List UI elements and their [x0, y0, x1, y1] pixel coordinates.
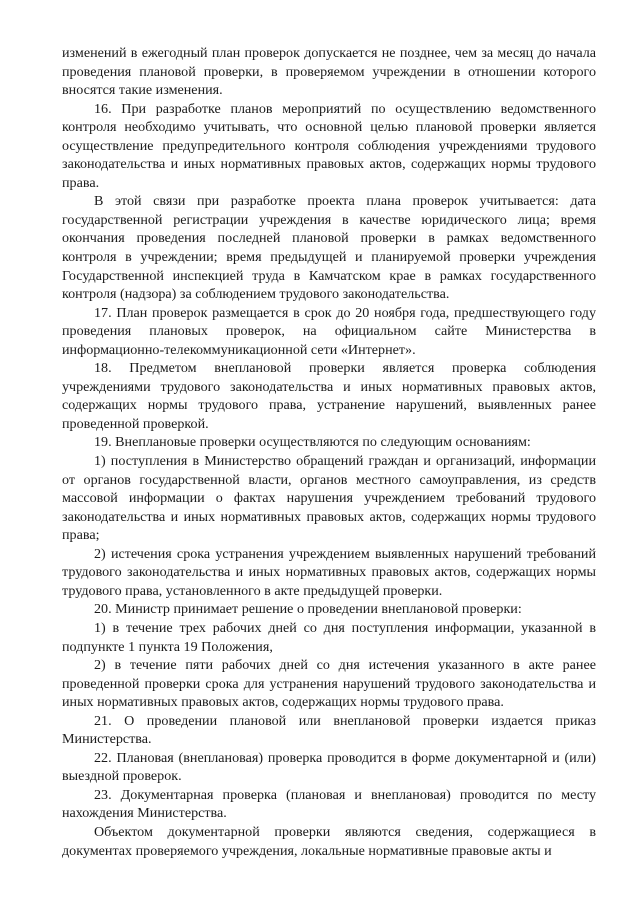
paragraph-23-object: Объектом документарной проверки являются сведения, содержащиеся в документах проверяемого учреждения, локальные нормативные правовые акты и [62, 823, 596, 859]
paragraph-18: 18. Предметом внеплановой проверки является проверка соблюдения учреждениями трудового законодательства и иных нормативных правовых актов, содержащих нормы трудового права, устранение нарушений, выявленных ранее проведенной проверкой. [62, 360, 596, 432]
paragraph-20-item-1: 1) в течение трех рабочих дней со дня поступления информации, указанной в подпункте 1 пункта 19 Положения, [62, 619, 596, 655]
paragraph-17: 17. План проверок размещается в срок до 20 ноября года, предшествующего году проведения плановых проверок, на официальном сайте Министерства в информационно-телекоммуникационной сети «Интернет». [62, 304, 596, 358]
paragraph-19: 19. Внеплановые проверки осуществляются по следующим основаниям: [94, 434, 531, 451]
paragraph-23: 23. Документарная проверка (плановая и внеплановая) проводится по месту нахождения Министерства. [62, 786, 596, 822]
paragraph-19-item-2: 2) истечения срока устранения учреждением выявленных нарушений требований трудового законодательства и иных нормативных правовых актов, содержащих нормы трудового права, установленного в акте предыдущей проверки. [62, 545, 596, 599]
paragraph-20: 20. Министр принимает решение о проведении внеплановой проверки: [94, 601, 522, 618]
paragraph-continuation: изменений в ежегодный план проверок допускается не позднее, чем за месяц до начала проведения плановой проверки, в проверяемом учреждении в отношении которого вносятся такие изменения. [62, 45, 596, 99]
paragraph-21: 21. О проведении плановой или внеплановой проверки издается приказ Министерства. [62, 712, 596, 748]
paragraph-22: 22. Плановая (внеплановая) проверка проводится в форме документарной и (или) выездной проверок. [62, 749, 596, 785]
paragraph-20-item-2: 2) в течение пяти рабочих дней со дня истечения указанного в акте ранее проведенной проверки срока для устранения нарушений трудового законодательства и иных нормативных правовых актов, содержащих нормы трудового права. [62, 657, 596, 711]
paragraph-19-item-1: 1) поступления в Министерство обращений граждан и организаций, информации от органов государственной власти, органов местного самоуправления, из средств массовой информации о фактах нарушения учреждением требований трудового законодательства и иных нормативных правовых актов, содержащих нормы трудового права; [62, 453, 596, 544]
paragraph-16: 16. При разработке планов мероприятий по осуществлению ведомственного контроля необходимо учитывать, что основной целью плановой проверки является осуществление предупредительного контроля соблюдения учреждениями трудового законодательства и иных нормативных правовых актов, содержащих нормы трудового права. [62, 100, 596, 191]
document-body [62, 44, 596, 860]
paragraph-16-details: В этой связи при разработке проекта плана проверок учитывается: дата государственной регистрации учреждения в качестве юридического лица; время окончания проведения последней плановой проверки в рамках ведомственного контроля в учреждении; время предыдущей и планируемой проверки учреждения Государственной инспекцией труда в Камчатском крае в рамках государственного контроля (надзора) за соблюдением трудового законодательства. [62, 193, 596, 303]
